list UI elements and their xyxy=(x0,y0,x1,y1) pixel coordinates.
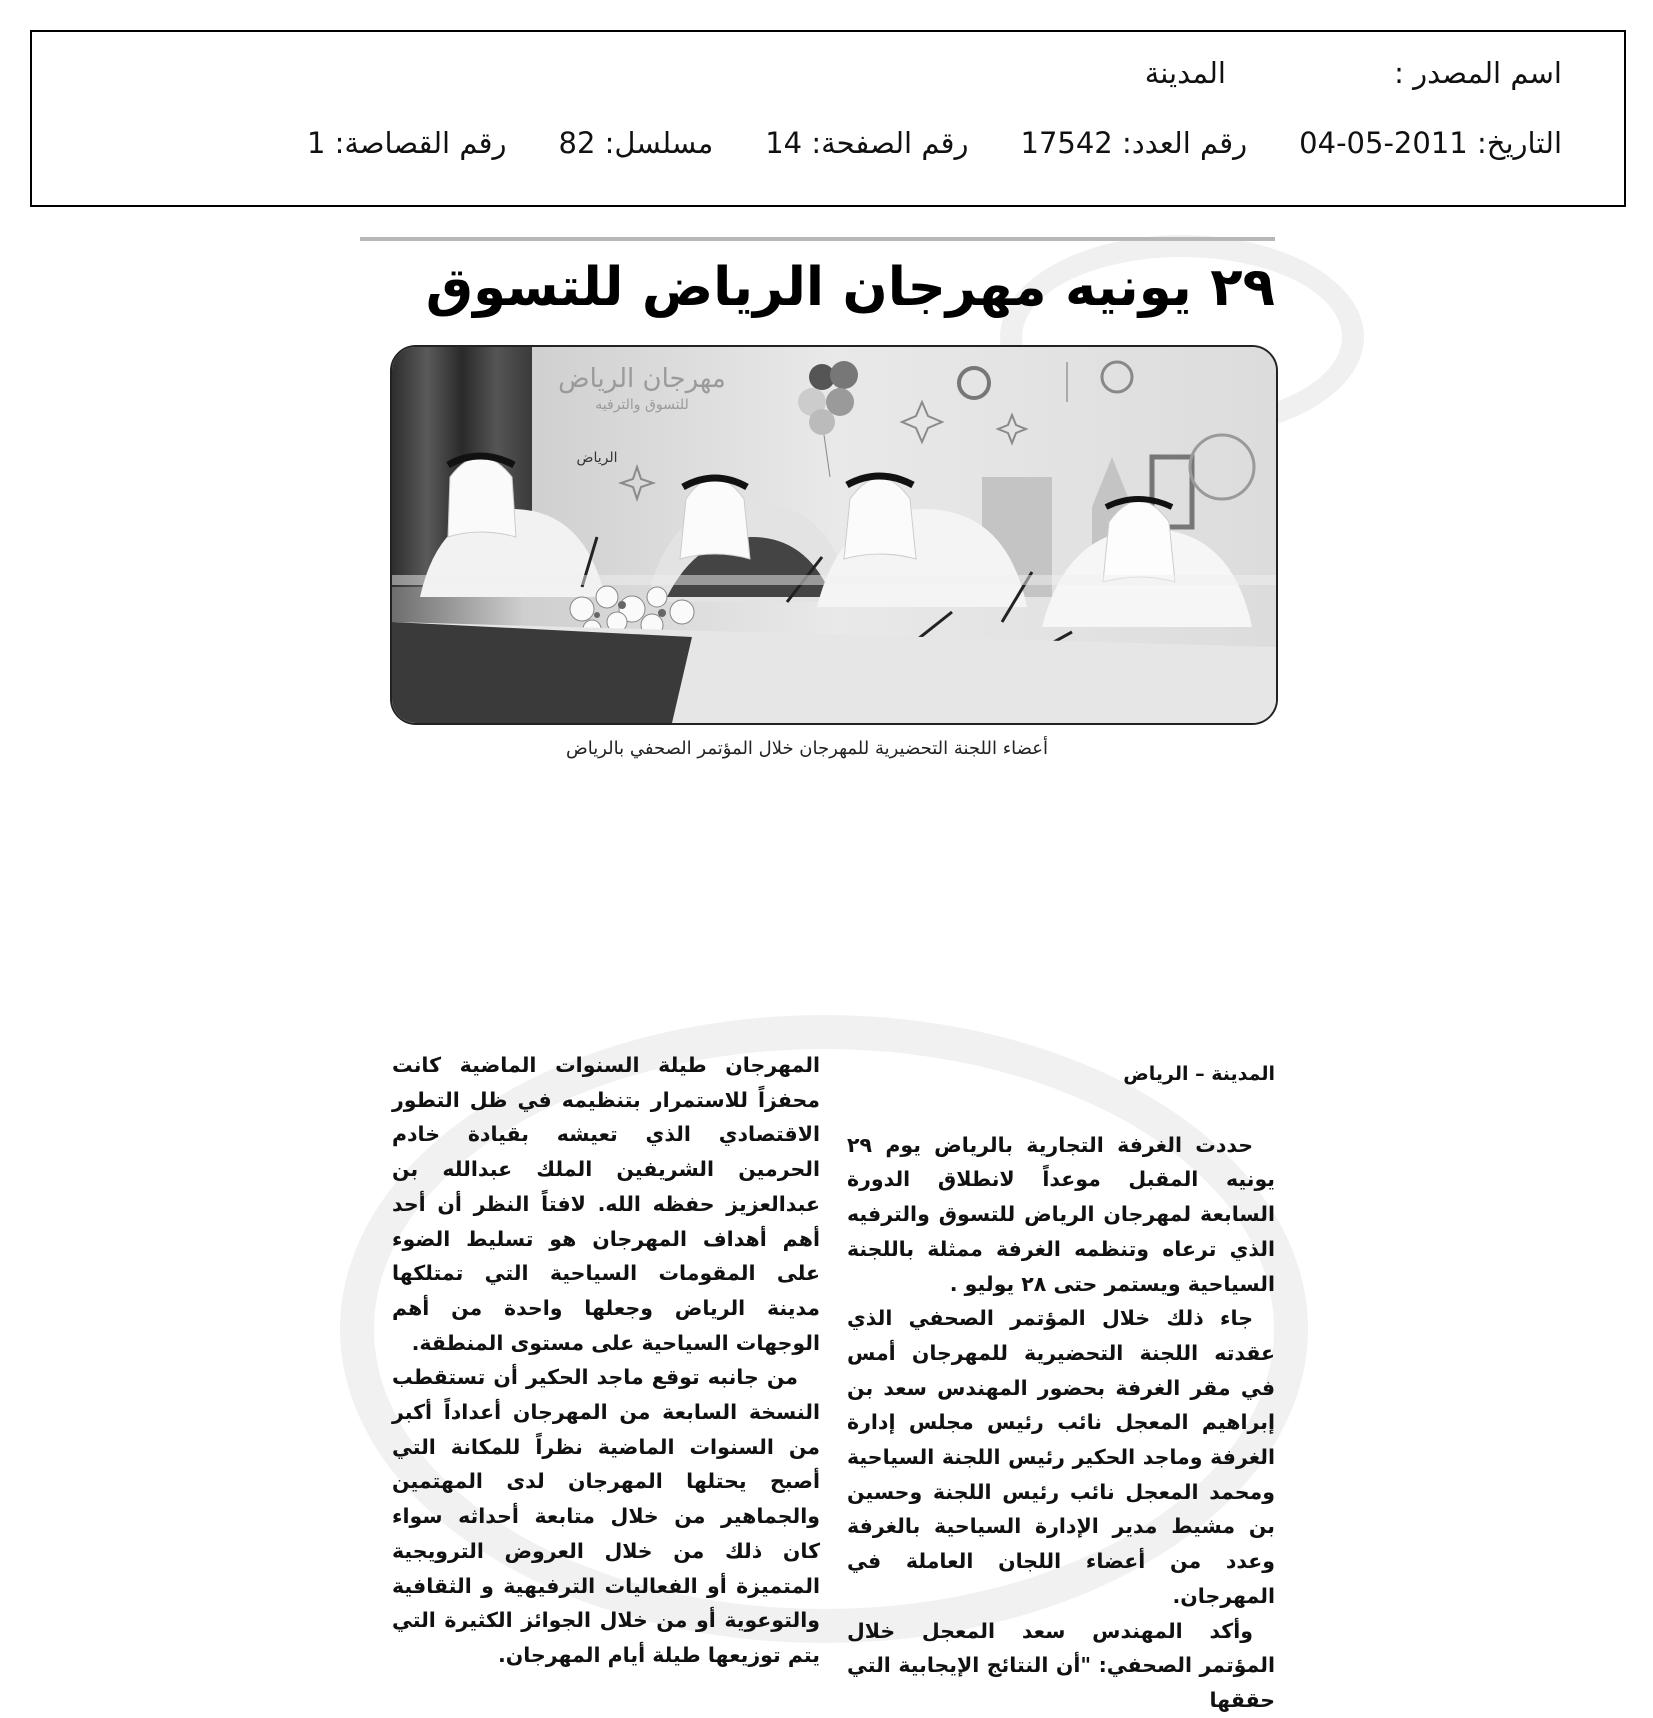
serial-number: مسلسل: 82 xyxy=(558,126,714,160)
article-headline: ٢٩ يونيه مهرجان الرياض للتسوق xyxy=(425,257,1275,318)
article-paragraph: المهرجان طيلة السنوات الماضية كانت محفزاً للاستمرار بتنظيمه في ظل التطور الاقتصادي الذي تعيشه بقيادة خادم الحرمين الشريفين الملك عبدالله بن عبدالعزيز حفظه الله. لافتاً النظر أن أحد أهم أهداف المهرجان هو تسليط الضوء على المقومات السياحية التي تمتلكها مدينة الرياض وجعلها واحدة من أهم الوجهات السياحية على مستوى المنطقة. xyxy=(392,1053,820,1355)
date-field: التاريخ: 2011-05-04 xyxy=(1299,126,1562,160)
photo-sign-logo: الرياض xyxy=(576,450,618,466)
photo-caption: أعضاء اللجنة التحضيرية للمهرجان خلال المؤتمر الصحفي بالرياض xyxy=(565,738,1048,759)
issue-number: رقم العدد: 17542 xyxy=(1020,126,1248,160)
article-byline: المدينة – الرياض xyxy=(1123,1063,1275,1085)
divider xyxy=(360,237,1275,241)
article-column-right xyxy=(847,1057,1275,1718)
page-number: رقم الصفحة: 14 xyxy=(765,126,969,160)
article-paragraph: وأكد المهندس سعد المعجل خلال المؤتمر الصحفي: "أن النتائج الإيجابية التي حققها xyxy=(847,1618,1275,1712)
metadata-row xyxy=(307,126,1562,160)
article-photo xyxy=(390,345,1278,725)
article-paragraph: حددت الغرفة التجارية بالرياض يوم ٢٩ يونيه المقبل موعداً لانطلاق الدورة السابعة لمهرجان الرياض للتسوق والترفيه الذي ترعاه وتنظمه الغرفة ممثلة باللجنة السياحية ويستمر حتى ٢٨ يوليو . xyxy=(847,1132,1275,1296)
photo-sign-title: مهرجان الرياض xyxy=(558,364,726,394)
source-label: اسم المصدر : xyxy=(1394,56,1562,90)
source-value: المدينة xyxy=(1144,56,1226,90)
article-column-left xyxy=(392,1048,820,1673)
photo-sign-subtitle: للتسوق والترفيه xyxy=(595,397,689,413)
clipping-header xyxy=(30,30,1626,207)
article-paragraph: من جانبه توقع ماجد الحكير أن تستقطب النسخة السابعة من المهرجان أعداداً أكبر من السنوات الماضية نظراً للمكانة التي أصبح يحتلها المهرجان لدى المهتمين والجماهير من خلال متابعة أحداثه سواء كان ذلك من خلال العروض الترويجية المتميزة أو الفعاليات الترفيهية و الثقافية والتوعوية أو من خلال الجوائز الكثيرة التي يتم توزيعها طيلة أيام المهرجان. xyxy=(392,1365,820,1667)
article-paragraph: جاء ذلك خلال المؤتمر الصحفي الذي عقدته اللجنة التحضيرية للمهرجان أمس في مقر الغرفة بحضور المهندس سعد بن إبراهيم المعجل نائب رئيس مجلس إدارة الغرفة وماجد الحكير رئيس اللجنة السياحية ومحمد المعجل نائب رئيس اللجنة وحسين بن مشيط مدير الإدارة السياحية بالغرفة وعدد من أعضاء اللجان العاملة في المهرجان. xyxy=(847,1306,1275,1608)
clip-number: رقم القصاصة: 1 xyxy=(306,126,507,160)
news-article xyxy=(360,235,1290,1712)
